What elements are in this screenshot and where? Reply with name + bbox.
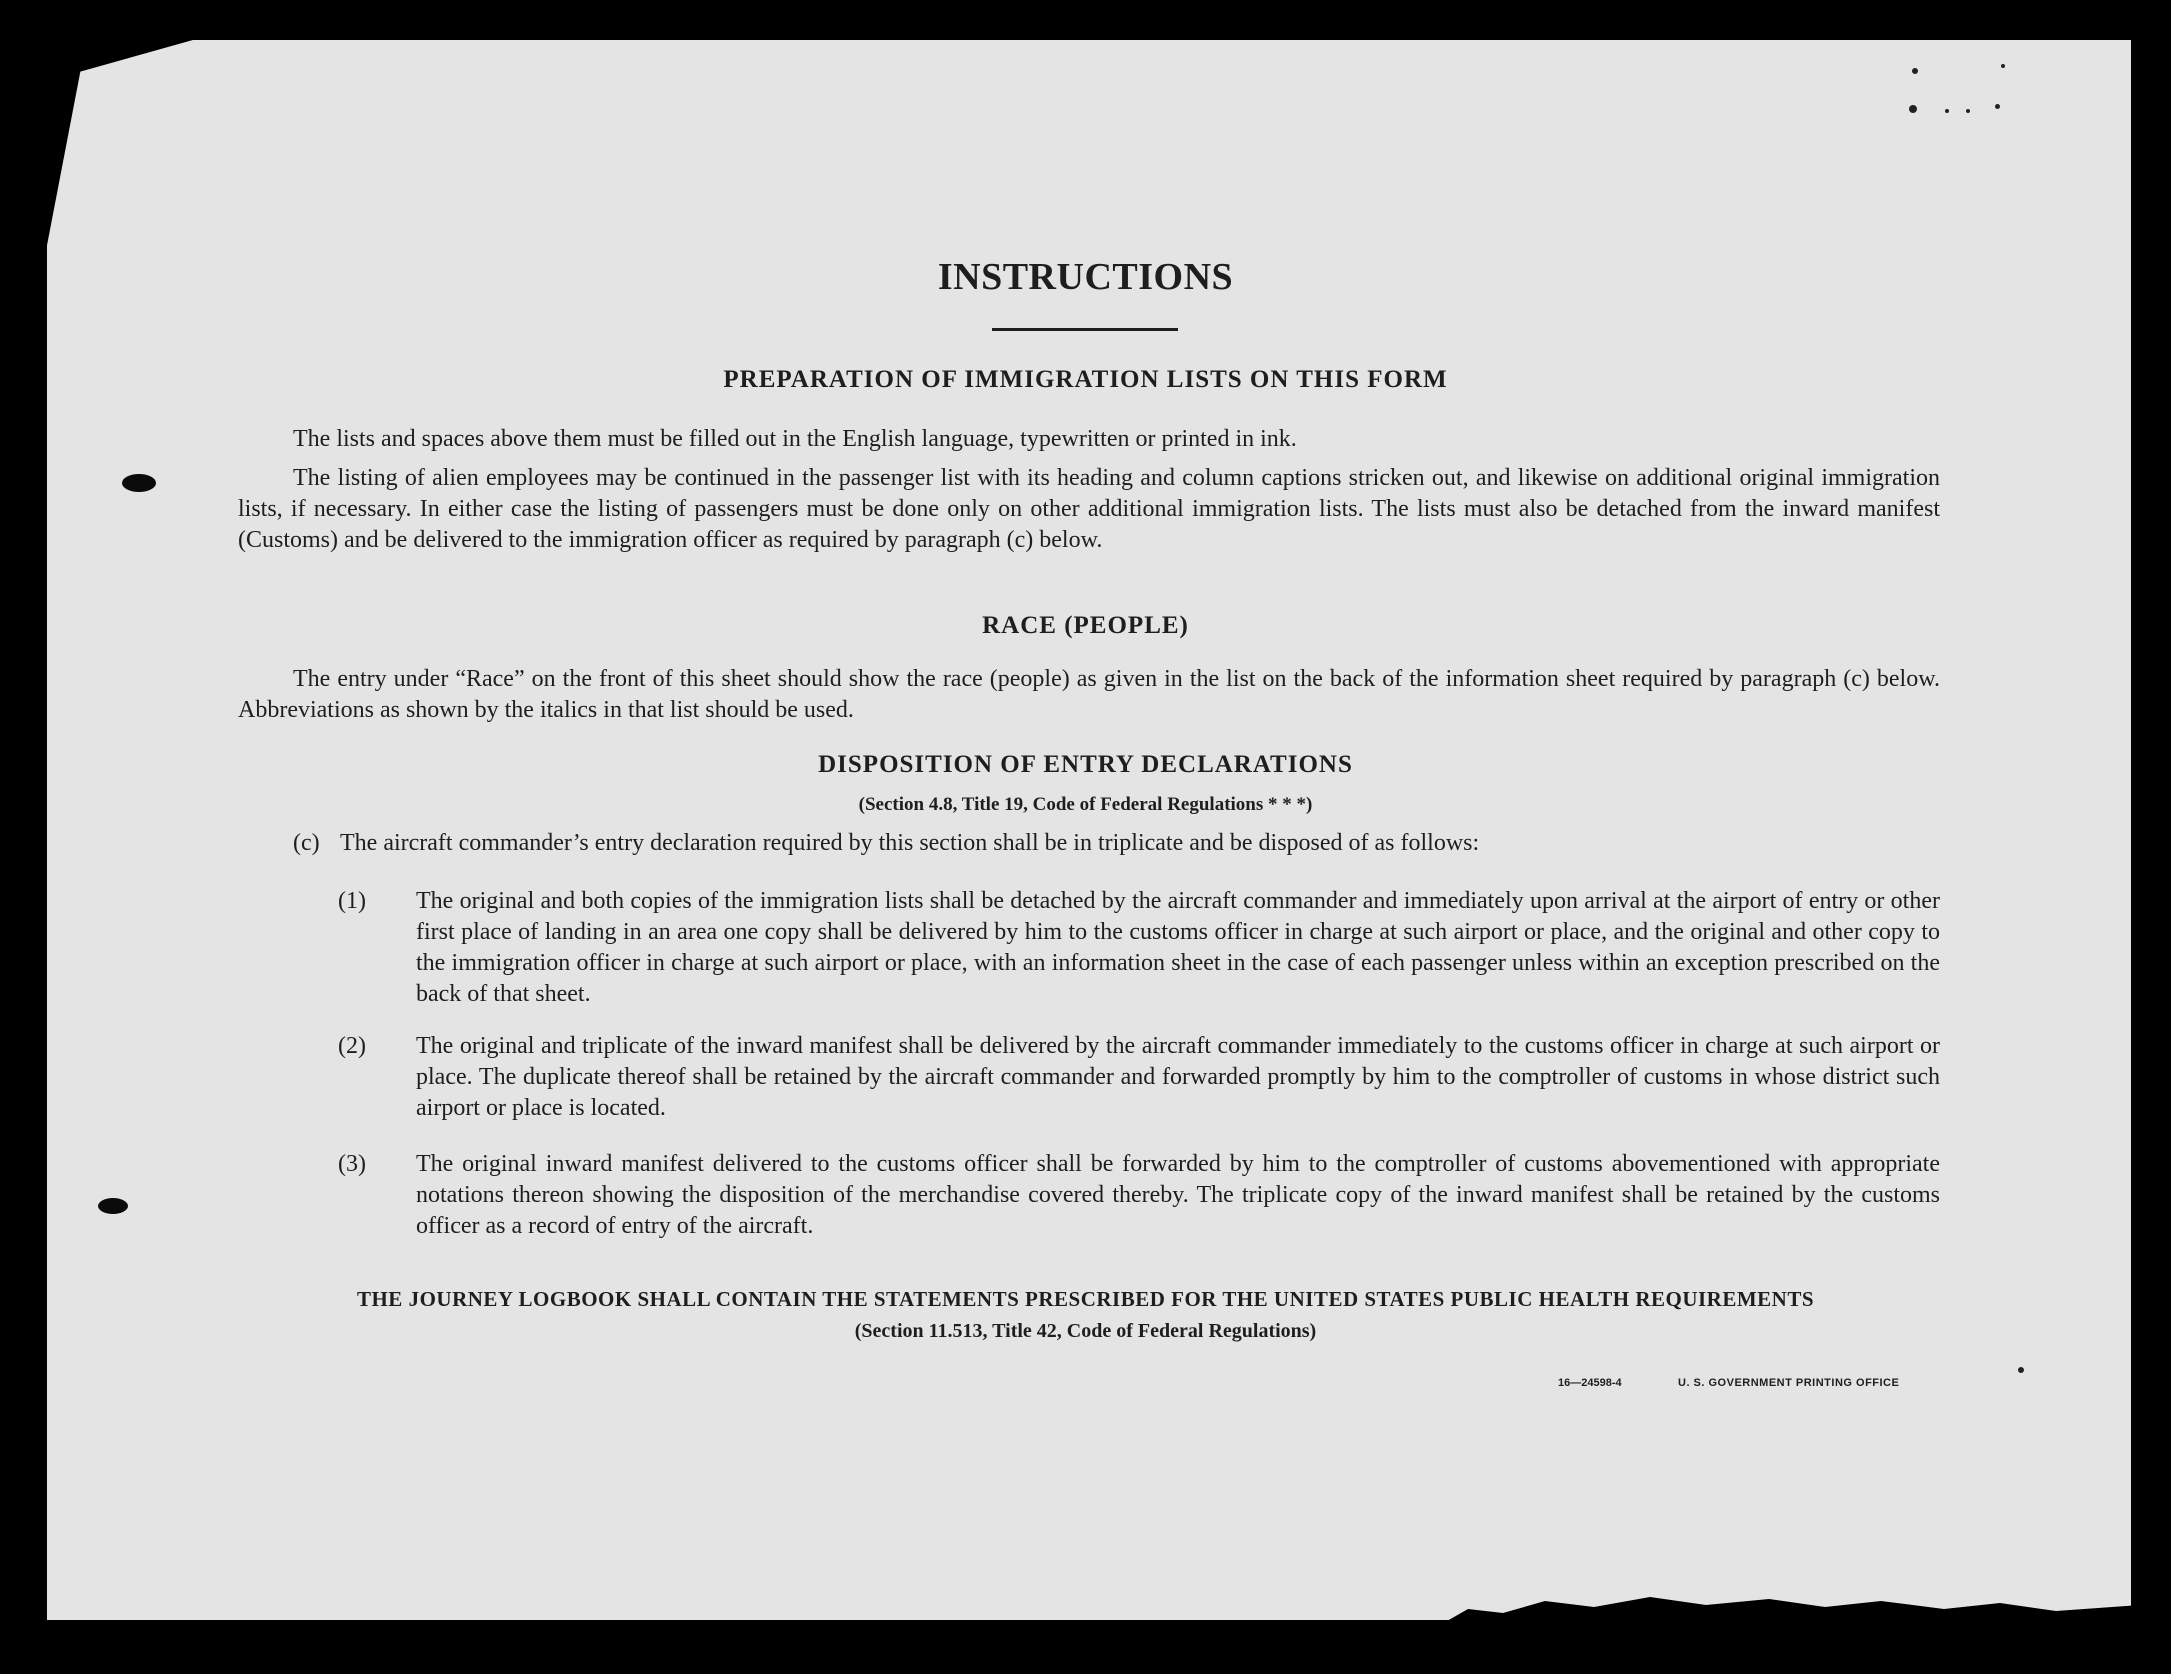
paragraph-c-text: The aircraft commander’s entry declaration required by this section shall be in triplicate and be disposed of as follows: — [340, 830, 1480, 856]
speck — [1909, 105, 1917, 113]
disposition-item — [338, 1031, 1940, 1124]
preparation-paragraph-2: The listing of alien employees may be continued in the passenger list with its heading and column captions stricken out, and likewise on additional original immigration lists, if necessary. In either case the listing of passengers must be done only on other additional immigration lists. The lists must also be detached from the inward manifest (Customs) and be delivered to the immigration officer as required by paragraph (c) below. — [238, 465, 1940, 553]
item-text: The original and both copies of the immigration lists shall be detached by the aircraft commander and immediately upon arrival at the airport of entry or other first place of landing in an area one copy shall be delivered by him to the customs officer in charge at such airport or place, and the original and other copy to the immigration officer in charge at such airport or place, with an information sheet in the case of each passenger unless within an exception prescribed on the back of that sheet. — [416, 888, 1940, 1007]
journey-logbook-notice: THE JOURNEY LOGBOOK SHALL CONTAIN THE STATEMENTS PRESCRIBED FOR THE UNITED STATES PUBLIC HEALTH REQUIREMENTS — [356, 1287, 1815, 1311]
ink-blot — [98, 1198, 128, 1214]
speck — [1966, 109, 1970, 113]
paragraph-c-label: (c) — [293, 830, 320, 856]
item-number: (3) — [338, 1151, 366, 1177]
journey-logbook-citation: (Section 11.513, Title 42, Code of Federal Regulations) — [854, 1320, 1317, 1342]
disposition-heading: DISPOSITION OF ENTRY DECLARATIONS — [818, 751, 1353, 778]
item-text: The original and triplicate of the inward manifest shall be delivered by the aircraft commander immediately to the customs officer in charge at such airport or place. The duplicate thereof shall be retained by the aircraft commander and forwarded promptly by him to the comptroller of customs in whose district such airport or place is located. — [416, 1033, 1940, 1121]
speck — [2001, 64, 2005, 68]
item-text: The original inward manifest delivered to the customs officer shall be forwarded by him to the comptroller of customs abovementioned with appropriate notations thereon showing the disposition of the merchandise covered thereby. The triplicate copy of the inward manifest shall be retained by the customs officer as a record of entry of the aircraft. — [416, 1151, 1940, 1239]
disposition-item — [338, 1149, 1940, 1242]
race-paragraph: The entry under “Race” on the front of this sheet should show the race (people) as given in the list on the back of the information sheet required by paragraph (c) below. Abbreviations as shown by the italics in that list should be used. — [238, 666, 1940, 723]
race-heading: RACE (PEOPLE) — [982, 612, 1189, 639]
title-underline — [992, 328, 1178, 331]
disposition-item — [338, 886, 1940, 1010]
ink-blot — [122, 474, 156, 492]
printer-imprint: U. S. GOVERNMENT PRINTING OFFICE — [1678, 1377, 1900, 1389]
print-code: 16—24598-4 — [1558, 1377, 1622, 1389]
speck — [1995, 104, 2000, 109]
disposition-subheading: (Section 4.8, Title 19, Code of Federal Regulations * * *) — [858, 794, 1313, 815]
preparation-paragraph-1: The lists and spaces above them must be filled out in the English language, typewritten or printed in ink. — [293, 426, 1297, 452]
preparation-heading: PREPARATION OF IMMIGRATION LISTS ON THIS FORM — [723, 366, 1448, 393]
speck — [1945, 109, 1949, 113]
item-number: (1) — [338, 888, 366, 914]
item-number: (2) — [338, 1033, 366, 1059]
speck — [1912, 68, 1918, 74]
page-title: INSTRUCTIONS — [937, 256, 1234, 298]
speck — [2018, 1367, 2024, 1373]
